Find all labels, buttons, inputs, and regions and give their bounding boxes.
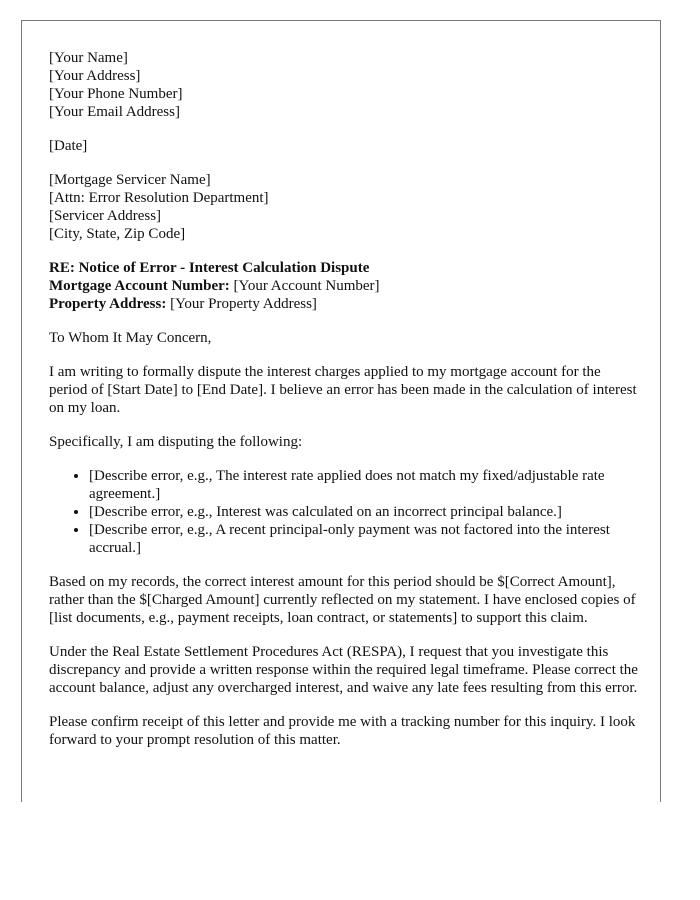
re-line: [49, 259, 639, 277]
intro-paragraph: I am writing to formally dispute the interest charges applied to my mortgage account for the period of [Start Date] to [End Date]. I believe an error has been made in the calculation of interest on my loan.: [49, 364, 637, 416]
re-line-text: RE: Notice of Error - Interest Calculation Dispute: [49, 260, 370, 276]
error-list: [49, 467, 639, 557]
letter-page: [21, 20, 661, 802]
account-number-line: [49, 277, 639, 295]
property-address-line: [49, 295, 639, 313]
error-list-item: • [Describe error, e.g., Interest was calculated on an incorrect principal balance.]: [89, 503, 639, 521]
sender-block: [49, 49, 639, 121]
sender-address: [Your Address]: [49, 68, 141, 84]
sender-email: [Your Email Address]: [49, 104, 180, 120]
recipient-servicer-name: [Mortgage Servicer Name]: [49, 172, 211, 188]
account-number-label: Mortgage Account Number:: [49, 278, 230, 294]
property-address-label: Property Address:: [49, 296, 167, 312]
recipient-address: [Servicer Address]: [49, 208, 162, 224]
account-number-value: [Your Account Number]: [229, 278, 380, 294]
error-list-item: • [Describe error, e.g., The interest rate applied does not match my fixed/adjustable rate agreement.]: [89, 467, 639, 503]
closing-paragraph: Please confirm receipt of this letter and provide me with a tracking number for this inquiry. I look forward to your prompt resolution of this matter.: [49, 714, 636, 748]
recipient-city-state-zip: [City, State, Zip Code]: [49, 226, 186, 242]
sender-name: [Your Name]: [49, 50, 128, 66]
subject-block: [49, 259, 639, 313]
salutation: To Whom It May Concern,: [49, 330, 212, 346]
letter-body: [49, 49, 639, 765]
respa-paragraph: Under the Real Estate Settlement Procedures Act (RESPA), I request that you investigate this discrepancy and provide a written response within the required legal timeframe. Please correct the account balance, adjust any overcharged interest, and waive any late fees resulting from this error.: [49, 644, 638, 696]
property-address-value: [Your Property Address]: [166, 296, 317, 312]
recipient-block: [49, 171, 639, 243]
recipient-attn: [Attn: Error Resolution Department]: [49, 190, 269, 206]
letter-date: [Date]: [49, 138, 88, 154]
sender-phone: [Your Phone Number]: [49, 86, 183, 102]
correct-amount-paragraph: Based on my records, the correct interest amount for this period should be $[Correct Amount], rather than the $[Charged Amount] currently reflected on my statement. I have enclosed copies of [list documents, e.g., payment receipts, loan contract, or statements] to support this claim.: [49, 574, 636, 626]
specifics-intro-paragraph: Specifically, I am disputing the following:: [49, 434, 303, 450]
date-block: [49, 137, 639, 155]
error-list-item: • [Describe error, e.g., A recent principal-only payment was not factored into the interest accrual.]: [89, 521, 639, 557]
